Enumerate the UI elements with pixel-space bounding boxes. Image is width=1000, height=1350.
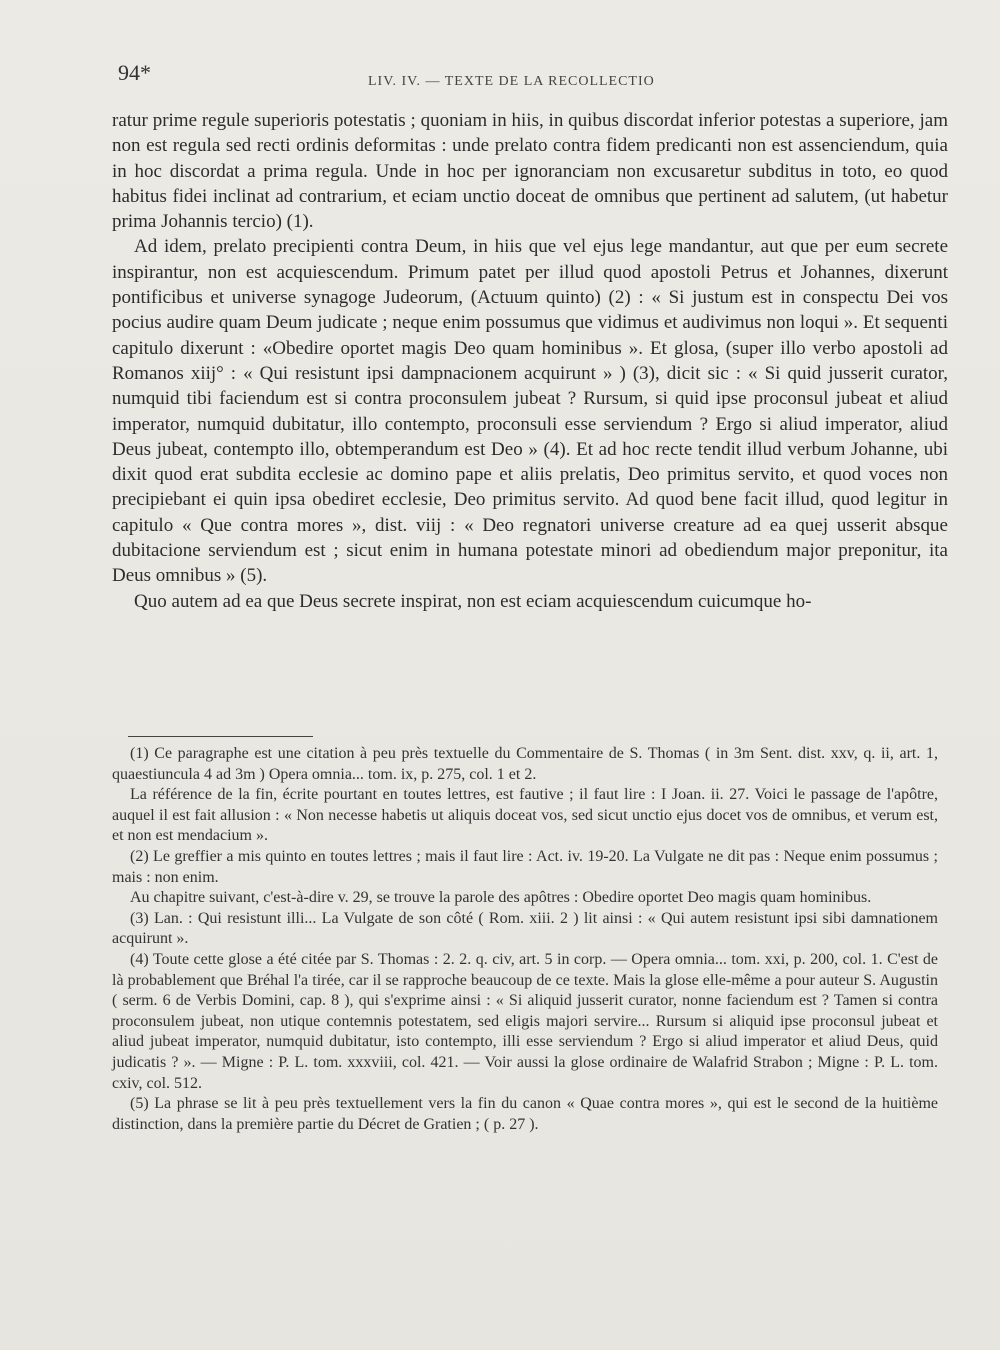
paragraph-3: Quo autem ad ea que Deus secrete inspirat, non est eciam acquiescendum cuicumque ho- <box>134 590 812 612</box>
footnote-1-continued: La référence de la fin, écrite pourtant en toutes lettres, est fautive ; il faut lire : I Joan. ii. 27. Voici le passage de l'apôtre, auquel il est fait allusion : « Non necesse habetis ut aliquis doceat vos, sed sicut unctio ejus docet vos de omnibus, et verum est, et non est mendacium ». <box>112 786 938 845</box>
footnote-4: (4) Toute cette glose a été citée par S. Thomas : 2. 2. q. civ, art. 5 in corp. — Opera omnia... tom. xxi, p. 200, col. 1. C'est de là probablement que Bréhal l'a tirée, car il se rapproche beaucoup de ce texte. Mais la glose elle-même a pour auteur S. Augustin ( serm. 6 de Verbis Domini, cap. 8 ), qui s'exprime ainsi : « Si aliquid jusserit curator, nonne faciendum est ? Tamen si contra proconsulem jubeat, non utique contemnis potestatem, sed eligis majori servire... Rursum si aliquid ipse proconsul jubeat et aliud jubeat imperator, numquid dubitatur, isto contempto, illi esse serviendum ? Ergo si aliud imperator et aliud Deus, quid judicatis ? ». — Migne : P. L. tom. xxxviii, col. 421. — Voir aussi la glose ordinaire de Walafrid Strabon ; Migne : P. L. tom. cxiv, col. 512. <box>112 950 938 1092</box>
running-head: LIV. IV. — TEXTE DE LA RECOLLECTIO <box>368 74 655 89</box>
footnote-2-continued: Au chapitre suivant, c'est-à-dire v. 29, se trouve la parole des apôtres : Obedire oportet Deo magis quam hominibus. <box>130 889 872 907</box>
page-number: 94* <box>118 60 151 85</box>
paragraph-2: Ad idem, prelato precipienti contra Deum, in hiis que vel ejus lege mandantur, aut que per eum secrete inspirantur, non est acquiescendum. Primum patet per illud quod apostoli Petrus et Johannes, dixerunt pontificibus et universe synagoge Judeorum, (Actuum quinto) (2) : « Si justum est in conspectu Dei vos pocius audire quam Deum judicate ; neque enim possumus que vidimus et audivimus non loqui ». Et sequenti capitulo dixerunt : «Obedire oportet magis Deo quam hominibus ». Et glosa, (super illo verbo apostoli ad Romanos xiij° : « Qui resistunt ipsi dampnacionem acquirunt » ) (3), dicit sic : « Si quid jusserit curator, numquid tibi faciendum est si contra proconsulem jubeat ? Rursum, si quid ipse proconsul jubeat et aliud imperator, numquid dubitatur, illo contempto, proconsuli esse serviendum ? Ergo si aliud imperator, aliud Deus jubeat, contempto illo, obtemperandum est Deo » (4). Et ad hoc recte tendit illud verbum Johanne, ubi dixit quod erat subdita ecclesie ac domino pape et aliis prelatis, Deo primitus servito, et quod voces non precipiebant ei quin ipsa obediret ecclesie, Deo primitus servito. Ad quod bene facit illud, quod legitur in capitulo « Que contra mores », dist. viij : « Deo regnatori universe creature ad ea quej usserit absque dubitacione serviendum est ; sicut enim in humana potestate minori ad obediendum major preponitur, ita Deus omnibus » (5). <box>112 236 948 587</box>
paragraph-1: ratur prime regule superioris potestatis ; quoniam in hiis, in quibus discordat inferior potestas a superiore, jam non est regula sed recti ordinis deformitas : unde prelato contra fidem predicanti non est assenciendum, quia in hoc discordat a prima regula. Unde in hoc per ignoranciam non excusaretur subditus in toto, eo quod habitus fidei inclinat ad contrarium, et eciam unctio doceat de omnibus que pertinent ad salutem, (ut habetur prima Johannis tercio) (1). <box>112 110 948 233</box>
footnote-1: (1) Ce paragraphe est une citation à peu près textuelle du Commentaire de S. Thomas ( in 3m Sent. dist. xxv, q. ii, art. 1, quaestiuncula 4 ad 3m ) Opera omnia... tom. ix, p. 275, col. 1 et 2. <box>112 745 938 783</box>
page-header <box>118 60 948 96</box>
footnotes <box>112 744 938 1135</box>
footnote-2: (2) Le greffier a mis quinto en toutes lettres ; mais il faut lire : Act. iv. 19-20. La Vulgate ne dit pas : Neque enim possumus ; mais : non enim. <box>112 847 938 886</box>
footnote-separator <box>128 736 313 737</box>
main-text <box>112 108 948 614</box>
footnote-3: (3) Lan. : Qui resistunt illi... La Vulgate de son côté ( Rom. xiii. 2 ) lit ainsi : « Qui autem resistunt ipsi sibi damnationem acquirunt ». <box>112 909 938 948</box>
footnote-5: (5) La phrase se lit à peu près textuellement vers la fin du canon « Quae contra mores », qui est le second de la huitième distinction, dans la première partie du Décret de Gratien ; ( p. 27 ). <box>112 1095 938 1133</box>
